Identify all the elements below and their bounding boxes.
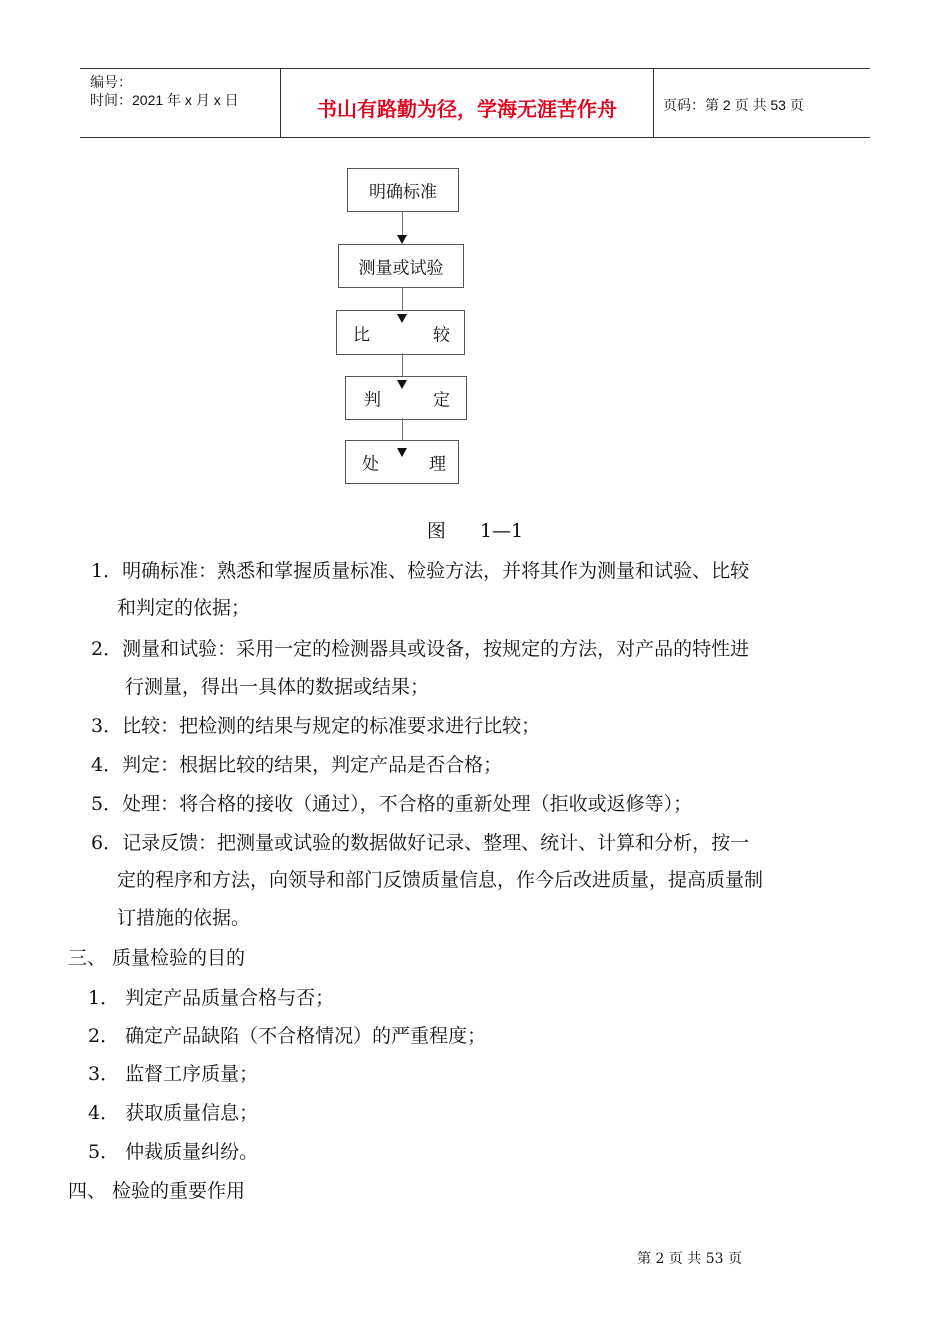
flow-box-measure xyxy=(338,244,464,288)
step-text-line: 1．明确标准：熟悉和掌握质量标准、检验方法，并将其作为测量和试验、比较 xyxy=(91,560,750,582)
flow-box-label-left: 比 xyxy=(353,325,370,345)
step-text-line: 行测量，得出一具体的数据或结果； xyxy=(125,676,430,698)
step-text-line: 4．判定：根据比较的结果，判定产品是否合格； xyxy=(91,754,503,776)
page-header xyxy=(80,68,870,138)
step-text-line: 和判定的依据； xyxy=(117,597,251,619)
flow-connector xyxy=(402,287,403,311)
arrow-down-icon xyxy=(397,314,407,323)
flow-connector xyxy=(402,353,403,377)
flow-connector xyxy=(402,418,403,440)
header-meta-cell xyxy=(80,69,280,137)
caption-label: 图 xyxy=(426,520,446,542)
flow-box-label-right: 较 xyxy=(433,325,450,345)
header-motto-cell xyxy=(280,69,654,137)
flow-box-label: 测量或试验 xyxy=(358,258,444,279)
section-heading: 四、 检验的重要作用 xyxy=(68,1180,246,1202)
caption-number: 1—1 xyxy=(479,520,524,542)
step-text-line: 5．处理：将合格的接收（通过），不合格的重新处理（拒收或返修等）； xyxy=(91,793,693,815)
flow-box-label-left: 处 xyxy=(362,454,379,475)
arrow-down-icon xyxy=(397,235,407,244)
serial-label: 编号： xyxy=(90,74,132,90)
list-item: 5． 仲裁质量纠纷。 xyxy=(88,1141,259,1163)
page-footer: 第 2 页 共 53 页 xyxy=(637,1251,742,1267)
list-item: 3． 监督工序质量； xyxy=(88,1063,259,1085)
figure-caption xyxy=(0,516,950,543)
motto-text: 书山有路勤为径，学海无涯苦作舟 xyxy=(317,97,617,121)
section-heading: 三、 质量检验的目的 xyxy=(68,947,246,969)
flow-box-label-right: 理 xyxy=(429,454,446,475)
step-text-line: 3．比较：把检测的结果与规定的标准要求进行比较； xyxy=(91,715,541,737)
flow-box-label: 明确标准 xyxy=(369,182,437,203)
step-text-line: 定的程序和方法，向领导和部门反馈质量信息，作今后改进质量，提高质量制 xyxy=(117,869,764,891)
step-text-line: 6．记录反馈：把测量或试验的数据做好记录、整理、统计、计算和分析，按一 xyxy=(91,832,750,854)
list-item: 4． 获取质量信息； xyxy=(88,1102,259,1124)
step-text-line: 2．测量和试验：采用一定的检测器具或设备，按规定的方法，对产品的特性进 xyxy=(91,638,750,660)
time-label: 时间：2021 年 x 月 x 日 xyxy=(90,92,239,108)
header-page-cell xyxy=(653,69,870,137)
flow-box-standard xyxy=(347,168,459,212)
arrow-down-icon xyxy=(397,448,407,457)
arrow-down-icon xyxy=(397,380,407,389)
list-item: 2． 确定产品缺陷（不合格情况）的严重程度； xyxy=(88,1025,487,1047)
list-item: 1． 判定产品质量合格与否； xyxy=(88,987,335,1009)
flow-box-handle xyxy=(345,440,459,484)
step-text-line: 订措施的依据。 xyxy=(117,907,251,929)
flow-connector xyxy=(402,211,403,236)
flow-box-label-right: 定 xyxy=(433,390,450,411)
flow-box-label-left: 判 xyxy=(364,390,381,411)
page-info: 页码：第 2 页 共 53 页 xyxy=(663,97,804,113)
